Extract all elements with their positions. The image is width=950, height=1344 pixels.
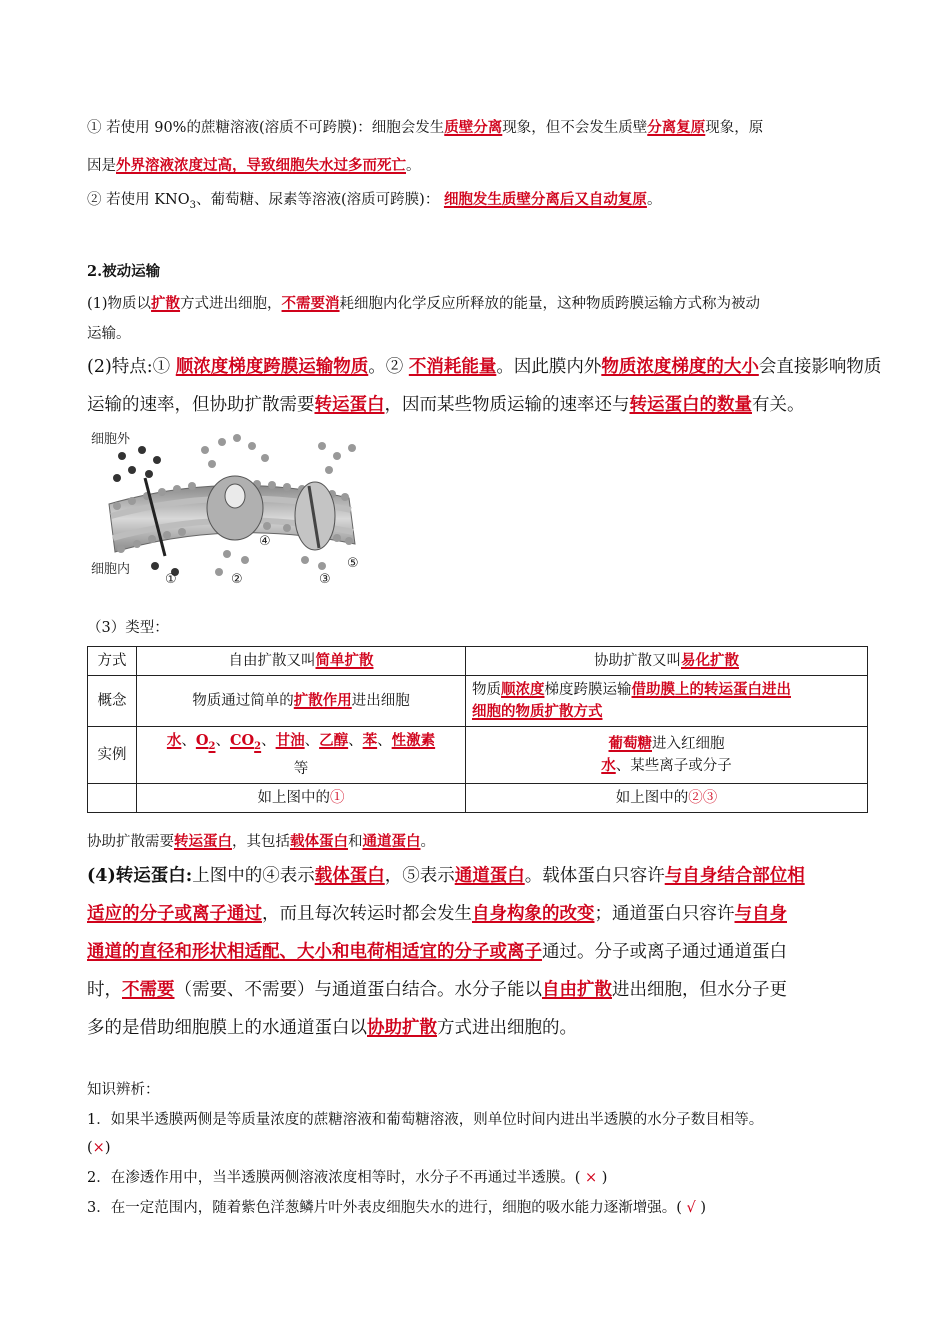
table-row: [88, 783, 868, 812]
quiz-q1: 1．如果半透膜两侧是等质量浓度的蔗糖溶液和葡萄糖溶液，则单位时间内进出半透膜的水分子数目相等。: [87, 1112, 764, 1128]
quiz-q2: [87, 1168, 607, 1188]
answer: 扩散作用: [293, 692, 352, 709]
text: 上图中的④表示: [192, 866, 315, 886]
text: 因是: [87, 158, 116, 174]
answer-mark: ×: [585, 1170, 598, 1186]
text: 有关。: [752, 395, 805, 415]
subscript: 3: [189, 199, 197, 211]
table-cell: [137, 647, 466, 676]
row-header: [88, 783, 137, 812]
answer: 转运蛋白的数量: [629, 395, 752, 415]
part4-line3: [87, 940, 787, 964]
label-3: ③: [319, 572, 331, 587]
text: ，其包括: [232, 834, 290, 850]
row-header: 概念: [88, 676, 137, 727]
para1-line2: [87, 156, 421, 176]
table-cell: [466, 647, 868, 676]
text: 物质通过简单的: [192, 693, 294, 709]
answer: 协助扩散: [367, 1018, 437, 1038]
text: 、: [377, 733, 392, 749]
text: 耗细胞内化学反应所释放的能量，这种物质跨膜运输方式称为被动: [339, 296, 761, 312]
answer: 通道蛋白: [454, 866, 525, 886]
table-cell: [466, 727, 868, 784]
text: 、某些离子或分子: [615, 757, 732, 774]
text: ，因而某些物质运输的速率还与: [384, 395, 630, 415]
text: 协助扩散需要: [87, 834, 174, 850]
table-cell: [137, 727, 466, 784]
answer: 物质浓度梯度的大小: [601, 357, 759, 377]
answer: 不需要: [122, 980, 175, 1000]
answer: 不需要消: [281, 295, 340, 312]
text: ② 若使用 KNO: [87, 192, 190, 208]
text: 。因此膜内外: [496, 357, 602, 377]
answer: 简单扩散: [315, 652, 374, 669]
text: 自由扩散又叫: [228, 653, 316, 669]
text: 现象，原: [705, 120, 764, 136]
text: 如上图中的: [615, 789, 689, 806]
answer: 不消耗能量: [408, 357, 497, 377]
table-row: [88, 676, 868, 727]
text: 。: [646, 192, 662, 208]
text: (4): [87, 866, 116, 886]
text: 、: [304, 733, 320, 749]
text: (2)特点:①: [87, 357, 176, 377]
answer: 转运蛋白: [174, 833, 232, 850]
section2-p1-line1: [87, 294, 760, 314]
answer: 转运蛋白: [314, 395, 385, 415]
text: (: [87, 1140, 93, 1156]
answer: 水: [166, 732, 182, 749]
answer: O: [195, 732, 209, 749]
answer: CO: [229, 732, 255, 749]
answer: 甘油: [275, 732, 305, 749]
part4-line5: [87, 1016, 577, 1040]
text: 方式进出细胞，: [180, 296, 282, 312]
answer-mark: √: [686, 1200, 696, 1216]
label-1: ①: [165, 572, 177, 587]
table-cell: [137, 783, 466, 812]
text: ): [695, 1200, 707, 1216]
answer: 自身构象的改变: [472, 904, 595, 924]
table-cell: [466, 676, 868, 727]
text: 。载体蛋白只容许: [524, 866, 665, 886]
text: 、葡萄糖、尿素等溶液(溶质可跨膜)：: [196, 192, 444, 208]
text: 等: [293, 760, 309, 777]
text: 、: [348, 733, 363, 749]
text: 3．在一定范围内，随着紫色洋葱鳞片叶外表皮细胞失水的进行，细胞的吸水能力逐渐增强。(: [87, 1200, 687, 1216]
text: ；通道蛋白只容许: [594, 904, 735, 924]
text: 。: [420, 834, 435, 850]
answer: 适应的分子或离子通过: [87, 904, 262, 924]
answer: 性激素: [391, 732, 436, 749]
para1-line1: [87, 118, 763, 138]
answer-mark: ×: [92, 1140, 105, 1156]
answer: 易化扩散: [681, 652, 739, 669]
answer: 扩散: [151, 295, 181, 312]
answer: 乙醇: [319, 732, 349, 749]
answer: 细胞的物质扩散方式: [472, 703, 603, 720]
membrane-diagram: [87, 426, 377, 594]
text: 如上图中的: [257, 789, 330, 806]
answer: 与自身: [734, 904, 787, 924]
answer: 质壁分离: [444, 119, 503, 136]
section2-p1-line2: 运输。: [87, 326, 131, 342]
section2-p2-line1: [87, 355, 881, 379]
answer: 分离复原: [647, 119, 706, 136]
label-2: ②: [231, 572, 243, 587]
row-header: 方式: [88, 647, 137, 676]
table-row: [88, 647, 868, 676]
text: 多的是借助细胞膜上的水通道蛋白以: [87, 1018, 367, 1038]
text: 。②: [368, 357, 409, 377]
answer: 借助膜上的转运蛋白进出: [631, 681, 791, 698]
text: 进出细胞: [351, 693, 410, 709]
subscript: 2: [208, 740, 216, 752]
quiz-q3: [87, 1198, 706, 1218]
after-table-line: [87, 832, 435, 852]
text: 时，: [87, 980, 122, 1000]
part4-line2: [87, 902, 787, 926]
answer: 顺浓度: [501, 681, 545, 698]
table-row: [88, 727, 868, 784]
answer: 苯: [362, 732, 378, 749]
text: 、: [261, 733, 276, 749]
types-table: [87, 646, 868, 813]
label-inside: 细胞内: [91, 562, 131, 577]
text: 进出细胞，但水分子更: [612, 980, 787, 1000]
answer: 通道蛋白: [362, 833, 421, 850]
row-header: 实例: [88, 727, 137, 784]
section2-p2-line2: [87, 393, 805, 417]
membrane-illustration: [87, 426, 377, 594]
text: （需要、不需要）与通道蛋白结合。水分子能以: [174, 980, 542, 1000]
text: 方式进出细胞的。: [437, 1018, 577, 1038]
text: ): [104, 1140, 111, 1156]
text: 进入红细胞: [652, 735, 725, 752]
answer: 载体蛋白: [314, 866, 385, 886]
answer: 细胞发生质壁分离后又自动复原: [443, 191, 647, 208]
subscript: 2: [254, 740, 262, 752]
label-5: ⑤: [347, 556, 359, 571]
answer: ②③: [688, 789, 718, 806]
label-outside: 细胞外: [91, 432, 131, 447]
table-cell: [466, 783, 868, 812]
text: 和: [348, 834, 363, 850]
quiz-heading: 知识辨析：: [87, 1082, 160, 1098]
answer: 通道的直径和形状相适配、大小和电荷相适宜的分子或离子: [87, 942, 542, 962]
text: 运输的速率，但协助扩散需要: [87, 395, 315, 415]
answer: 载体蛋白: [290, 833, 348, 850]
types-heading: （3）类型：: [87, 620, 169, 636]
text: 现象，但不会发生质壁: [502, 120, 648, 136]
answer: 与自身结合部位相: [664, 866, 805, 886]
quiz-a1: [87, 1138, 111, 1158]
answer: 葡萄糖: [608, 734, 652, 752]
text: 。: [406, 158, 421, 174]
part4-line4: [87, 978, 787, 1002]
text: 、: [181, 733, 196, 749]
text: ，⑤表示: [384, 866, 455, 886]
text: 梯度跨膜运输: [544, 682, 632, 698]
text: 2．在渗透作用中，当半透膜两侧溶液浓度相等时，水分子不再通过半透膜。(: [87, 1170, 585, 1186]
text: ): [597, 1170, 608, 1186]
answer: 自由扩散: [542, 980, 612, 1000]
answer: 水: [601, 756, 616, 774]
para1-line3: [87, 190, 661, 216]
text: 、: [215, 733, 230, 749]
answer: 外界溶液浓度过高，导致细胞失水过多而死亡: [116, 157, 406, 174]
text: (1)物质以: [87, 296, 152, 312]
text: 转运蛋白:: [115, 866, 193, 886]
text: ① 若使用 90%的蔗糖溶液(溶质不可跨膜)：细胞会发生: [87, 120, 445, 136]
text: 协助扩散又叫: [594, 653, 681, 669]
text: 物质: [472, 682, 501, 698]
section-heading: 2.被动运输: [87, 263, 161, 280]
text: 通过。分子或离子通过通道蛋白: [542, 942, 787, 962]
text: ，而且每次转运时都会发生: [262, 904, 472, 924]
table-cell: [137, 676, 466, 727]
part4-line1: [87, 864, 805, 888]
label-4: ④: [259, 534, 271, 549]
text: 会直接影响物质: [758, 357, 882, 377]
answer: ①: [330, 789, 345, 806]
answer: 顺浓度梯度跨膜运输物质: [175, 357, 369, 377]
